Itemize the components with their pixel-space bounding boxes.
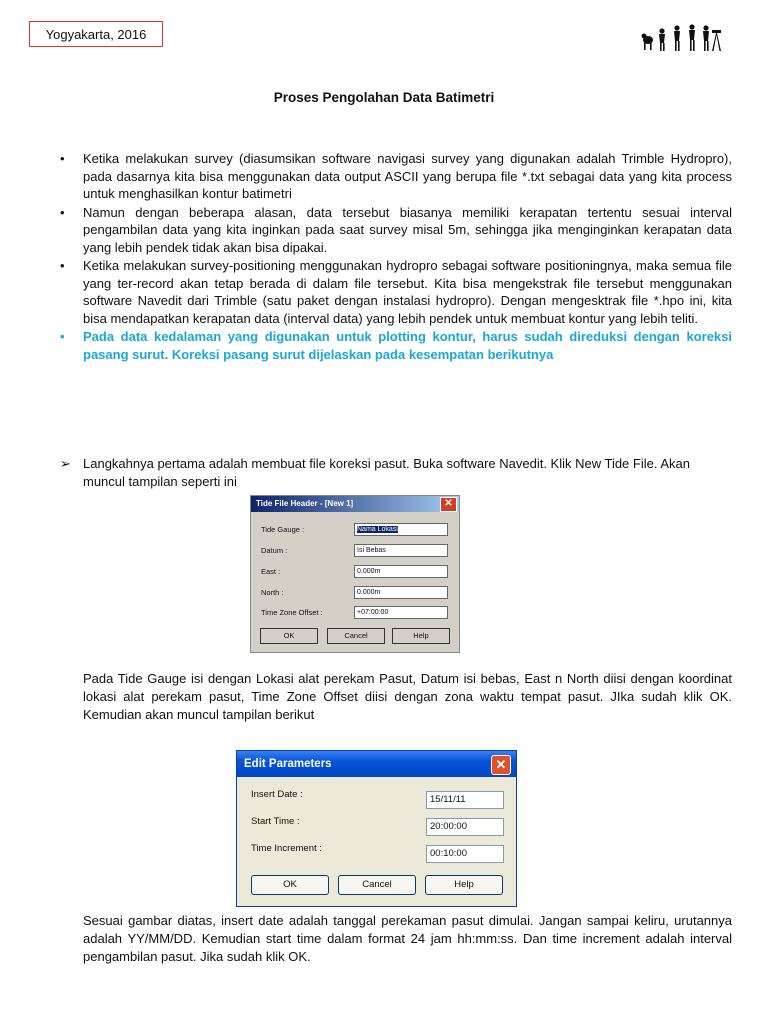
bullet-text: Pada data kedalaman yang digunakan untuk plotting kontur, harus sudah direduksi dengan koreksi pasang surut. Koreksi pasang surut dijelaskan pada kesempatan berikutnya xyxy=(83,329,732,362)
step-item xyxy=(60,455,732,490)
tide-gauge-input[interactable]: Nama Lokasi xyxy=(354,523,448,536)
bullet-list xyxy=(60,150,732,363)
ok-button[interactable]: OK xyxy=(251,875,329,895)
dialog-title: Tide File Header - [New 1] xyxy=(256,499,354,508)
field-row xyxy=(251,843,506,861)
field-row xyxy=(251,816,506,834)
cancel-button[interactable]: Cancel xyxy=(327,628,385,644)
field-label: Time Zone Offset : xyxy=(261,608,323,617)
cancel-button[interactable]: Cancel xyxy=(338,875,416,895)
dialog-title: Edit Parameters xyxy=(244,758,332,770)
time-zone-offset-input[interactable]: +07:00:00 xyxy=(354,606,448,619)
dialog-titlebar xyxy=(251,496,459,512)
bullet-icon: • xyxy=(60,329,65,344)
step-text: Langkahnya pertama adalah membuat file koreksi pasut. Buka software Navedit. Klik New Tide File. Akan muncul tampilan seperti ini xyxy=(83,456,690,489)
field-label: Insert Date : xyxy=(251,789,303,800)
list-item xyxy=(60,257,732,327)
bullet-icon: • xyxy=(60,258,65,273)
field-label: North : xyxy=(261,588,284,597)
north-input[interactable]: 0.000m xyxy=(354,586,448,599)
field-label: Tide Gauge : xyxy=(261,525,305,534)
close-icon[interactable]: ✕ xyxy=(440,497,457,512)
help-button[interactable]: Help xyxy=(425,875,503,895)
field-label: Time Increment : xyxy=(251,843,322,854)
list-item-highlight xyxy=(60,328,732,363)
help-button[interactable]: Help xyxy=(392,628,450,644)
close-icon[interactable]: ✕ xyxy=(491,755,511,775)
time-increment-input[interactable]: 00:10:00 xyxy=(426,845,504,863)
list-item xyxy=(60,150,732,203)
bullet-icon: • xyxy=(60,204,65,220)
bullet-text: Ketika melakukan survey-positioning menggunakan hydropro sebagai software positioningnya, maka semua file yang ter-record akan tetap berada di dalam file tersebut. Kita bisa mengekstrak file tersebut menggunakan software Navedit dari Trimble (satu paket dengan instalasi hydropro). Dengan mengesktrak file *.hpo ini, kita bisa mendapatkan kerapatan data (interval data) yang lebih pendek untuk membuat kontur yang lebih teliti. xyxy=(83,258,732,326)
bullet-text: Ketika melakukan survey (diasumsikan software navigasi survey yang digunakan adalah Trimble Hydropro), pada dasarnya kita bisa menggunakan data output ASCII yang berupa file *.txt sebagai data yang kita process untuk menghasilkan kontur batimetri xyxy=(83,151,732,201)
dialog-titlebar xyxy=(237,751,516,777)
field-label: Datum : xyxy=(261,546,288,555)
datum-input[interactable]: Isi Bebas xyxy=(354,544,448,557)
field-label: Start Time : xyxy=(251,816,300,827)
list-item xyxy=(60,204,732,257)
ok-button[interactable]: OK xyxy=(260,628,318,644)
start-time-input[interactable]: 20:00:00 xyxy=(426,818,504,836)
human-evolution-icon xyxy=(640,22,730,52)
paragraph-tide-header: Pada Tide Gauge isi dengan Lokasi alat perekam Pasut, Datum isi bebas, East n North diisi dengan koordinat lokasi alat perekam pasut, Time Zone Offset diisi dengan zona waktu tempat pasut. JIka sudah klik OK. Kemudian akan muncul tampilan berikut xyxy=(83,671,732,722)
east-input[interactable]: 0.000m xyxy=(354,565,448,578)
bullet-icon: • xyxy=(60,151,65,166)
paragraph-edit-parameters: Sesuai gambar diatas, insert date adalah tanggal perekaman pasut dimulai. Jangan sampai keliru, urutannya adalah YY/MM/DD. Kemudian start time dalam format 24 jam hh:mm:ss. Dan time increment adalah interval pengambilan pasut. Jika sudah klik OK. xyxy=(83,913,732,964)
bullet-text: Namun dengan beberapa alasan, data tersebut biasanya memiliki kerapatan tertentu sesuai interval pengambilan data yang kita inginkan pada saat survey misal 5m, sehingga jika menginginkan kerapatan data yang lebih pendek tidak akan bisa dipakai. xyxy=(83,204,732,255)
field-label: East : xyxy=(261,567,281,576)
location-date-box: Yogyakarta, 2016 xyxy=(29,21,163,47)
page-title: Proses Pengolahan Data Batimetri xyxy=(273,90,495,105)
arrow-bullet-icon: ➢ xyxy=(60,456,71,471)
tide-file-header-dialog xyxy=(250,495,460,653)
field-row xyxy=(251,789,506,807)
edit-parameters-dialog xyxy=(236,750,517,907)
insert-date-input[interactable]: 15/11/11 xyxy=(426,791,504,809)
